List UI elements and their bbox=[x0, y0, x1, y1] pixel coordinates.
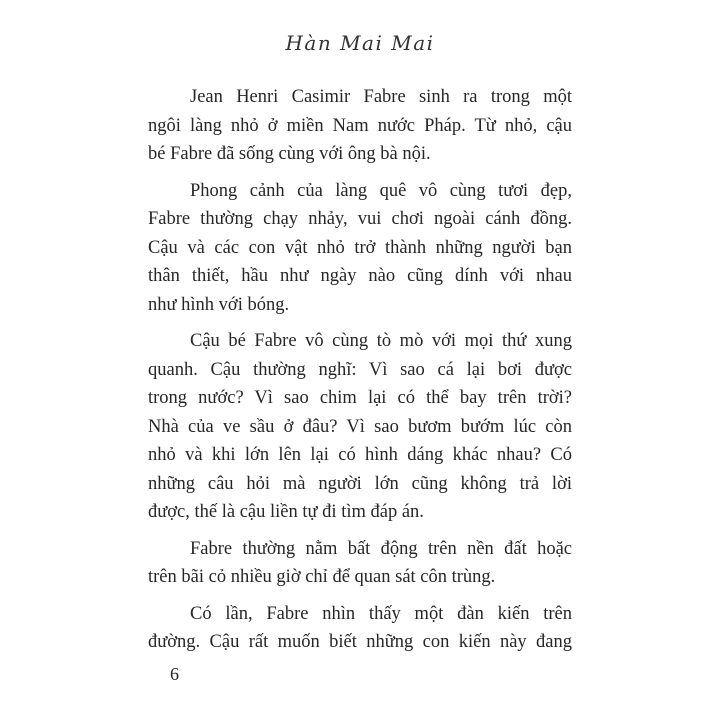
text-line: Có lần, Fabre nhìn thấy một đàn kiến trên bbox=[190, 603, 572, 624]
text-line: thân thiết, hầu như ngày nào cũng dính với nhau bbox=[148, 266, 572, 286]
paragraph bbox=[148, 83, 572, 169]
text-line: đường. Cậu rất muốn biết những con kiến này đang bbox=[148, 632, 572, 652]
body-text bbox=[148, 83, 572, 657]
text-line: như hình với bóng. bbox=[148, 294, 290, 315]
paragraph bbox=[148, 177, 572, 320]
text-line: Fabre thường chạy nhảy, vui chơi ngoài cánh đồng. bbox=[148, 209, 572, 229]
text-line: được, thế là cậu liền tự đi tìm đáp án. bbox=[148, 502, 424, 522]
text-line: quanh. Cậu thường nghĩ: Vì sao cá lại bơi được bbox=[148, 359, 572, 380]
text-line: Cậu bé Fabre vô cùng tò mò với mọi thứ xung bbox=[190, 331, 572, 351]
paragraph bbox=[148, 535, 572, 592]
text-line: những câu hỏi mà người lớn cũng không trả lời bbox=[148, 473, 572, 494]
text-line: ngôi làng nhỏ ở miền Nam nước Pháp. Từ nhỏ, cậu bbox=[148, 115, 572, 136]
text-line: Phong cảnh của làng quê vô cùng tươi đẹp, bbox=[190, 180, 572, 201]
text-line: bé Fabre đã sống cùng với ông bà nội. bbox=[148, 144, 431, 164]
paragraph bbox=[148, 600, 572, 657]
text-line: Nhà của ve sầu ở đâu? Vì sao bươm bướm lúc còn bbox=[148, 416, 572, 437]
text-line: trong nước? Vì sao chim lại có thể bay trên trời? bbox=[148, 388, 572, 408]
running-header: Hàn Mai Mai bbox=[285, 31, 435, 55]
text-line: trên bãi cỏ nhiều giờ chỉ để quan sát côn trùng. bbox=[148, 567, 496, 587]
text-line: Jean Henri Casimir Fabre sinh ra trong một bbox=[190, 87, 572, 107]
text-line: Fabre thường nằm bất động trên nền đất hoặc bbox=[190, 538, 572, 559]
text-line: nhỏ và khi lớn lên lại có hình dáng khác nhau? Có bbox=[148, 445, 572, 465]
text-line: Cậu và các con vật nhỏ trở thành những người bạn bbox=[148, 237, 572, 258]
page-number: 6 bbox=[170, 664, 179, 684]
paragraph bbox=[148, 327, 572, 527]
